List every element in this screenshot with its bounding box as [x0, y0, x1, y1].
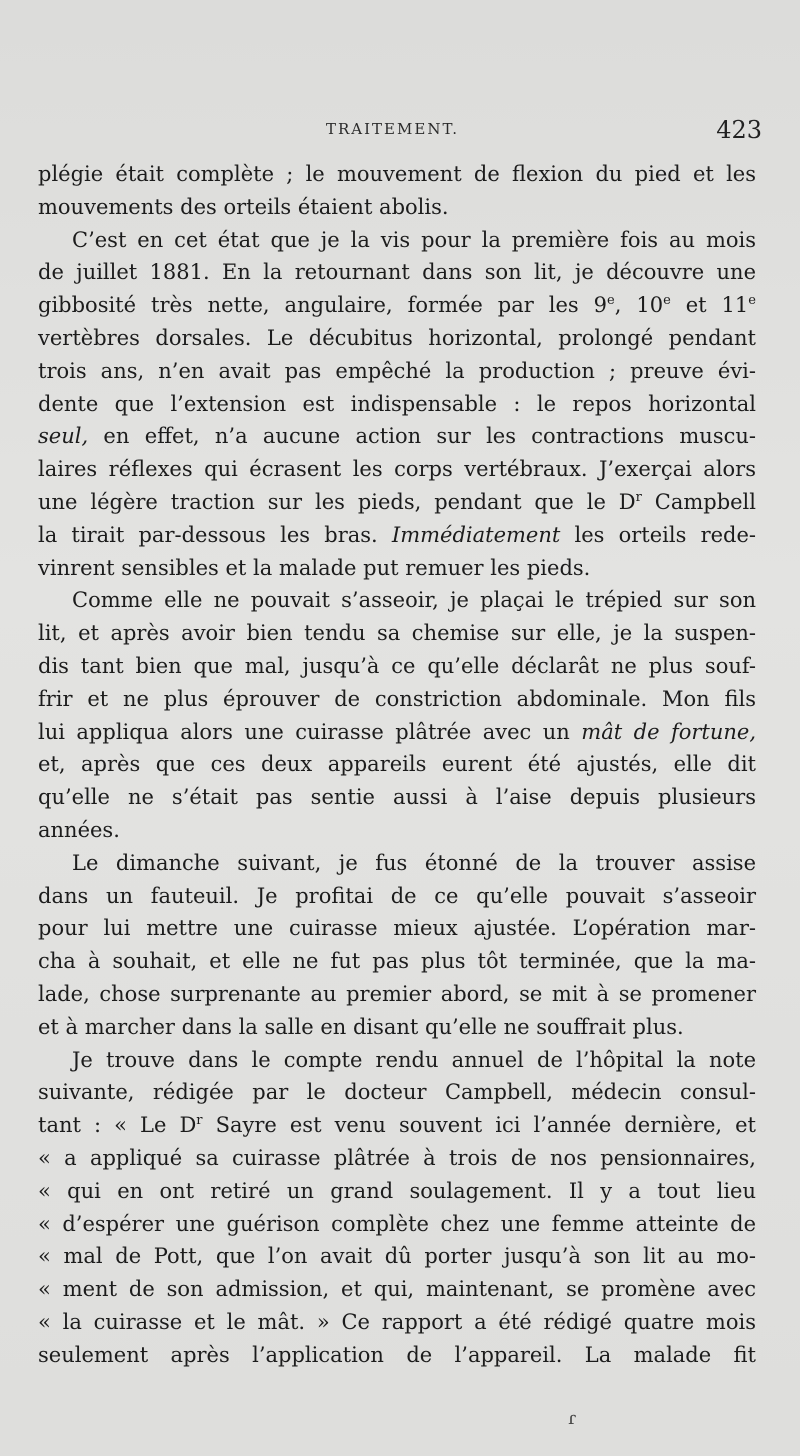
text-line: gibbosité très nette, angulaire, formée par les 9e, 10e et 11e	[38, 293, 756, 318]
text-line: et, après que ces deux appareils eurent été ajustés, elle dit	[38, 752, 756, 777]
superscript: e	[663, 293, 671, 309]
text-line: lit, et après avoir bien tendu sa chemise sur elle, je la suspen-	[38, 621, 756, 646]
text-line: une légère traction sur les pieds, pendant que le $D^r$ Campbell	[38, 489, 756, 514]
text-line: frir et ne plus éprouver de constriction abdominale. Mon fils	[38, 686, 756, 711]
text-line: la tirait par-dessous les bras. Immédiatement les orteils rede-	[38, 522, 756, 547]
text-line: « qui en ont retiré un grand soulagement. Il y a tout lieu	[38, 1178, 756, 1203]
emphasis: Immédiatement	[391, 522, 561, 547]
paragraph-start-line: C’est en cet état que je la vis pour la première fois au mois	[72, 227, 756, 252]
text-line: « mal de Pott, que l’on avait dû porter jusqu’à son lit au mo-	[38, 1244, 756, 1269]
text-line: « ment de son admission, et qui, maintenant, se promène avec	[38, 1277, 756, 1302]
text-line: dente que l’extension est indispensable : le repos horizontal	[38, 391, 756, 416]
text-line: laires réflexes qui écrasent les corps vertébraux. J’exerçai alors	[38, 457, 756, 482]
text-line: lui appliqua alors une cuirasse plâtrée avec un mât de fortune,	[38, 719, 756, 744]
text-line: seulement après l’application de l’appareil. La malade fit	[38, 1342, 756, 1367]
text-line: dis tant bien que mal, jusqu’à ce qu’elle déclarât ne plus souf-	[38, 653, 756, 678]
text-line: mouvements des orteils étaient abolis.	[38, 194, 449, 219]
superscript: r	[196, 1113, 203, 1129]
page-number: 423	[716, 116, 762, 144]
emphasis: mât de fortune,	[581, 719, 756, 744]
body-text	[38, 158, 756, 1371]
paragraph-start-line: Le dimanche suivant, je fus étonné de la trouver assise	[72, 850, 756, 875]
text-line: cha à souhait, et elle ne fut pas plus tôt terminée, que la ma-	[38, 949, 756, 974]
text-line: vinrent sensibles et la malade put remuer les pieds.	[38, 555, 591, 580]
text-line: trois ans, n’en avait pas empêché la production ; preuve évi-	[38, 358, 756, 383]
page-footer-mark: ɾ	[568, 1408, 577, 1429]
text-line: lade, chose surprenante au premier abord, se mit à se promener	[38, 981, 756, 1006]
paragraph-start-line: Je trouve dans le compte rendu annuel de l’hôpital la note	[72, 1047, 756, 1072]
text-line: suivante, rédigée par le docteur Campbell, médecin consul-	[38, 1080, 756, 1105]
text-line: plégie était complète ; le mouvement de flexion du pied et les	[38, 162, 756, 186]
text-line: qu’elle ne s’était pas sentie aussi à l’aise depuis plusieurs	[38, 785, 756, 810]
text-line: dans un fauteuil. Je profitai de ce qu’elle pouvait s’asseoir	[38, 883, 756, 908]
text-line: pour lui mettre une cuirasse mieux ajustée. L’opération mar-	[38, 916, 756, 941]
text-line: « d’espérer une guérison complète chez une femme atteinte de	[38, 1211, 756, 1236]
text-line: « a appliqué sa cuirasse plâtrée à trois de nos pensionnaires,	[38, 1145, 756, 1170]
text-line: tant : « Le $D^r$ Sayre est venu souvent ici l’année dernière, et	[38, 1113, 756, 1138]
running-title: TRAITEMENT.	[326, 120, 460, 138]
text-line: « la cuirasse et le mât. » Ce rapport a été rédigé quatre mois	[38, 1309, 756, 1334]
emphasis: seul,	[38, 424, 89, 449]
superscript: e	[607, 293, 615, 309]
superscript: e	[748, 293, 756, 309]
text-line: seul, en effet, n’a aucune action sur les contractions muscu-	[38, 424, 756, 449]
text-line: et à marcher dans la salle en disant qu’elle ne souffrait plus.	[38, 1014, 684, 1039]
text-line: années.	[38, 817, 120, 842]
text-line: de juillet 1881. En la retournant dans son lit, je découvre une	[38, 260, 756, 285]
superscript: r	[635, 489, 642, 505]
running-head	[40, 116, 762, 150]
text-line: vertèbres dorsales. Le décubitus horizontal, prolongé pendant	[38, 325, 756, 350]
paragraph-start-line: Comme elle ne pouvait s’asseoir, je plaçai le trépied sur son	[72, 588, 756, 613]
